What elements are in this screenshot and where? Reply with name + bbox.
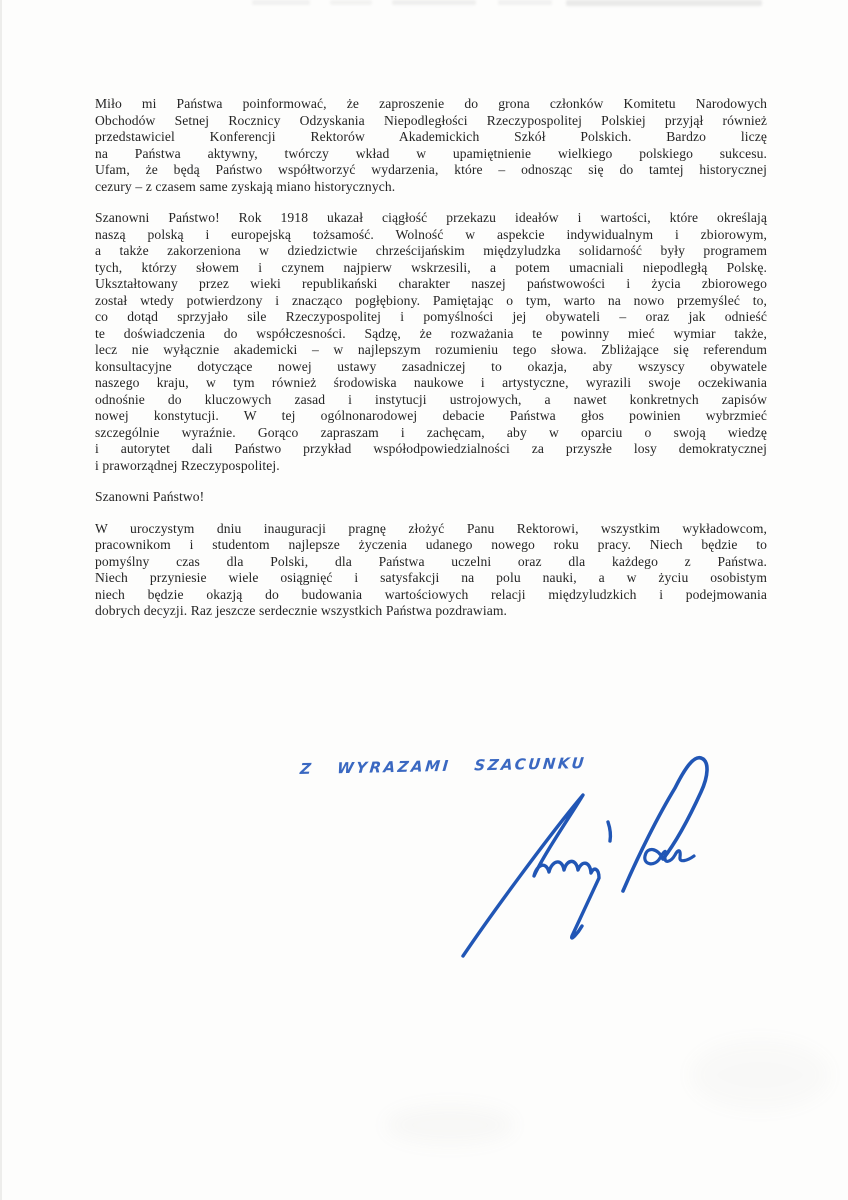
scan-artifact — [566, 0, 762, 6]
letter-line: konsultacyjne dotyczące nowej ustawy zasadniczej to okazja, aby wszyscy obywatele — [95, 358, 767, 374]
letter-line: nowej konstytucji. W tej ogólnonarodowej debacie Państwa głos powinien wybrzmieć — [95, 408, 767, 423]
scan-artifact — [392, 0, 476, 5]
letter-paragraph — [95, 489, 767, 506]
scan-edge-shadow — [0, 0, 2, 1200]
letter-line: naszą polską i europejską tożsamość. Wolność w aspekcie indywidualnym i zbiorowym, — [95, 226, 767, 242]
scan-artifact — [690, 1040, 830, 1110]
letter-line: dobrych decyzji. Raz jeszcze serdecznie wszystkich Państwa pozdrawiam. — [95, 603, 508, 618]
letter-line: Obchodów Setnej Rocznicy Odzyskania Niepodległości Rzeczypospolitej Polskiej przyjął również — [95, 112, 767, 128]
letter-line: co dotąd sprzyjało sile Rzeczypospolitej i pomyślności jej obywateli – oraz jak odnieść — [95, 309, 767, 324]
letter-line: niech będzie okazją do budowania wartościowych relacji międzyludzkich i podejmowania — [95, 586, 767, 602]
letter-line: lecz nie wyłącznie akademicki – w najlepszym rozumieniu tego słowa. Zbliżające się referendum — [95, 342, 767, 357]
letter-paragraph — [95, 210, 767, 474]
letter-line: został wtedy potwierdzony i znacząco pogłębiony. Pamiętając o tym, warto na nowo przemyśleć to, — [95, 292, 767, 308]
scan-artifact — [330, 0, 372, 5]
scan-artifact — [252, 0, 310, 5]
letter-line: Ufam, że będą Państwo współtworzyć wydarzenia, które – odnosząc się do tamtej historycznej — [95, 162, 767, 177]
letter-line: a także zakorzeniona w dziedzictwie chrześcijańskim międzyludzka solidarność były programem — [95, 243, 767, 258]
letter-line: i autorytet dali Państwo przykład współodpowiedzialności za przyszłe losy demokratycznej — [95, 441, 767, 456]
signature-drawing — [450, 748, 730, 963]
letter-paragraph — [95, 96, 767, 195]
letter-line: Niech przyniesie wiele osiągnięć i satysfakcji na polu nauki, a w życiu osobistym — [95, 570, 767, 585]
letter-line: naszego kraju, w tym również środowiska naukowe i artystyczne, wyrazili swoje oczekiwania — [95, 375, 767, 390]
scan-artifact — [385, 1105, 515, 1145]
letter-line: odnośnie do kluczowych zasad i instytucji ustrojowych, a nawet konkretnych zapisów — [95, 391, 767, 407]
letter-line: na Państwa aktywny, twórczy wkład w upamiętnienie wielkiego polskiego sukcesu. — [95, 145, 767, 161]
letter-line: szczególnie wyraźnie. Gorąco zapraszam i zachęcam, aby w oparciu o swoją wiedzę — [95, 424, 767, 440]
letter-body — [95, 96, 767, 620]
letter-line: Szanowni Państwo! — [95, 489, 205, 504]
letter-line: i praworządnej Rzeczypospolitej. — [95, 457, 280, 473]
letter-line: te doświadczenia do współczesności. Sądzę, że rozważania te powinny mieć wymiar także, — [95, 325, 767, 341]
letter-line: przedstawiciel Konferencji Rektorów Akademickich Szkół Polskich. Bardzo liczę — [95, 129, 767, 144]
letter-line: pracownikom i studentom najlepsze życzenia udanego nowego roku pracy. Niech będzie to — [95, 537, 767, 552]
letter-line: pomyślny czas dla Polski, dla Państwa uczelni oraz dla każdego z Państwa. — [95, 553, 767, 569]
letter-line: Miło mi Państwa poinformować, że zaproszenie do grona członków Komitetu Narodowych — [95, 96, 767, 111]
letter-line: tych, którzy słowem i czynem najpierw wskrzesili, a potem umacniali niepodległą Polskę. — [95, 259, 767, 275]
letter-line: cezury – z czasem same zyskają miano historycznych. — [95, 178, 396, 194]
letter-line: W uroczystym dniu inauguracji pragnę złożyć Panu Rektorowi, wszystkim wykładowcom, — [95, 520, 767, 536]
scan-artifact — [498, 0, 552, 5]
letter-paragraph — [95, 521, 767, 620]
closing-handwritten-text: Z WYRAZAMI SZACUNKU — [299, 754, 587, 779]
letter-line: Ukształtowany przez wieki republikański charakter naszej państwowości i życia zbiorowego — [95, 276, 767, 291]
letter-line: Szanowni Państwo! Rok 1918 ukazał ciągłość przekazu ideałów i wartości, które określają — [95, 210, 767, 225]
